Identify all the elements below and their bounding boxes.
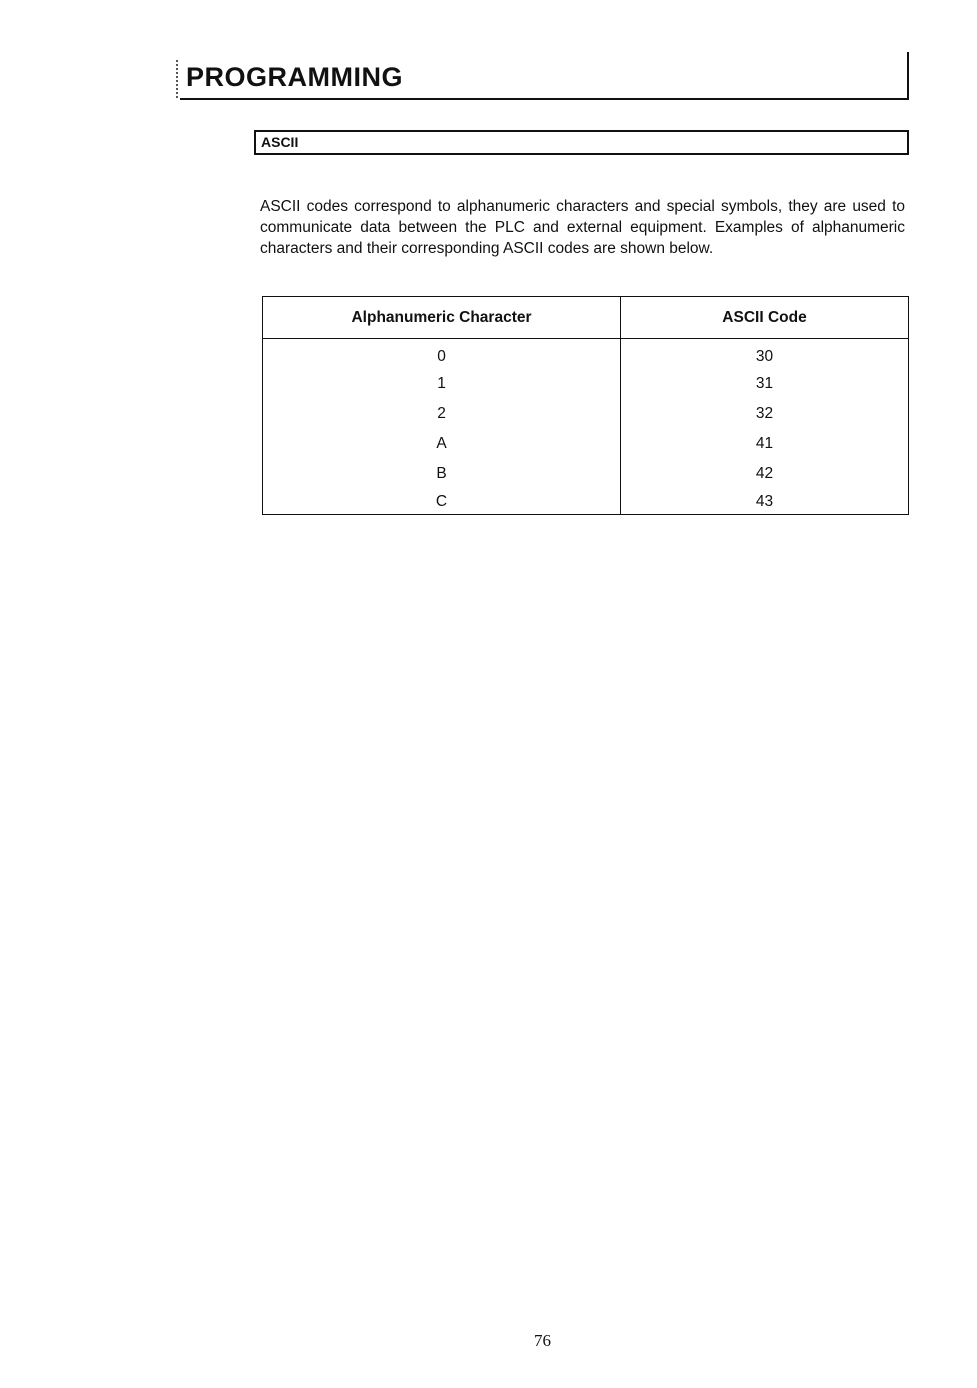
character-cell: A xyxy=(263,429,621,459)
table-row xyxy=(263,429,909,459)
ascii-code-cell: 32 xyxy=(621,399,909,429)
ascii-code-cell: 31 xyxy=(621,369,909,399)
section-heading-box xyxy=(254,130,909,155)
ascii-code-cell: 41 xyxy=(621,429,909,459)
page-title: PROGRAMMING xyxy=(186,62,403,92)
ascii-code-cell: 30 xyxy=(621,339,909,370)
table-row xyxy=(263,459,909,489)
ascii-table xyxy=(262,296,909,515)
table-row xyxy=(263,339,909,370)
character-cell: B xyxy=(263,459,621,489)
table-row xyxy=(263,489,909,515)
ascii-code-cell: 43 xyxy=(621,489,909,515)
character-cell: C xyxy=(263,489,621,515)
character-cell: 0 xyxy=(263,339,621,370)
table-row xyxy=(263,399,909,429)
section-title: ASCII xyxy=(261,134,299,150)
column-header-ascii-code: ASCII Code xyxy=(621,297,909,339)
page-number: 76 xyxy=(534,1331,551,1350)
header-margin-mark xyxy=(176,60,180,98)
character-cell: 1 xyxy=(263,369,621,399)
table-header-row xyxy=(263,297,909,339)
column-header-character: Alphanumeric Character xyxy=(263,297,621,339)
character-cell: 2 xyxy=(263,399,621,429)
table-row xyxy=(263,369,909,399)
ascii-code-cell: 42 xyxy=(621,459,909,489)
intro-paragraph: ASCII codes correspond to alphanumeric characters and special symbols, they are used to communicate data between the PLC and external equipment. Examples of alphanumeric characters and their corresponding ASCII codes are shown below. xyxy=(260,198,905,257)
page-header xyxy=(180,52,909,100)
